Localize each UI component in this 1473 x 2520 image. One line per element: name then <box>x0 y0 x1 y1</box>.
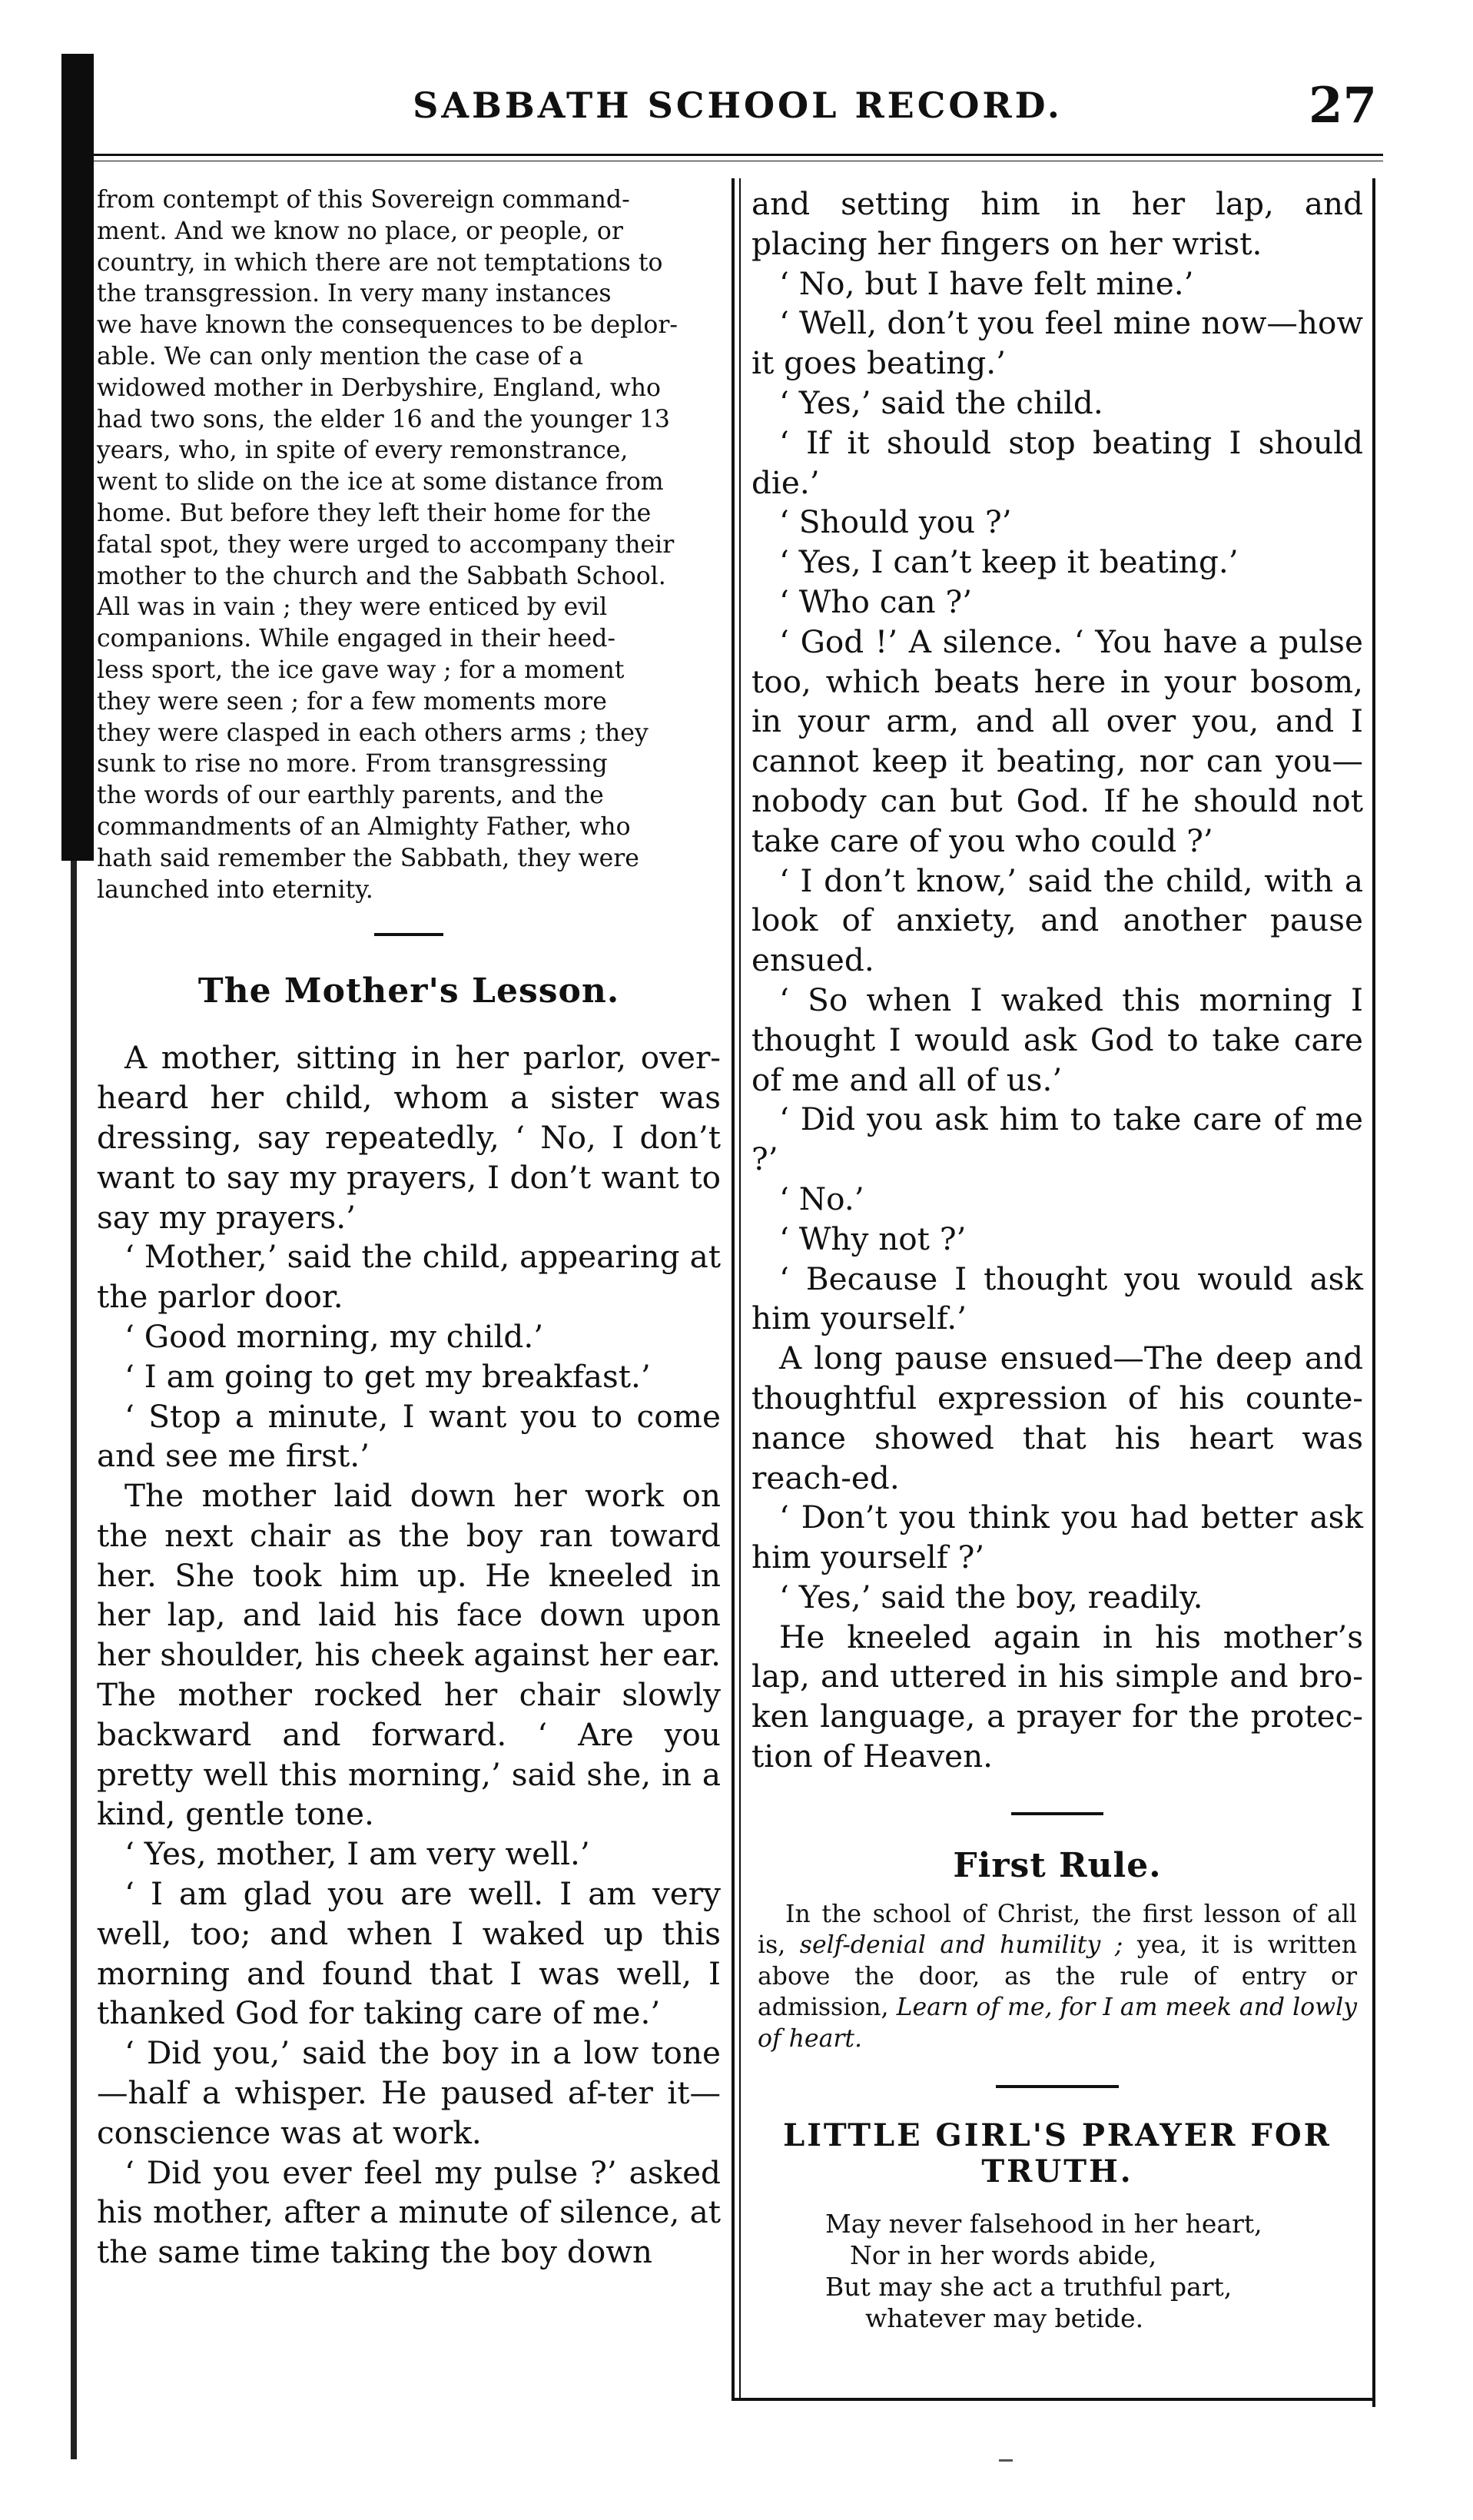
bottom-border <box>732 2398 1375 2401</box>
poem-title: LITTLE GIRL'S PRAYER FOR TRUTH. <box>783 2117 1332 2190</box>
intro-line: went to slide on the ice at some distance from <box>97 468 664 496</box>
intro-line: ment. And we know no place, or people, or <box>97 217 623 245</box>
poem-line: But may she act a truthful part, <box>825 2272 1232 2303</box>
intro-line: mother to the church and the Sabbath School. <box>97 562 666 590</box>
intro-line: country, in which there are not temptations to <box>97 248 663 277</box>
intro-line: companions. While engaged in their heed- <box>97 625 616 653</box>
poem-line: whatever may betide. <box>865 2303 1144 2334</box>
intro-line: less sport, the ice gave way ; for a moment <box>97 656 625 684</box>
intro-line: sunk to rise no more. From transgressing <box>97 750 608 779</box>
story-paragraph: ‘ So when I waked this morning I thought I would ask God to take care of me and all of us.’ <box>751 981 1363 1098</box>
intro-line: had two sons, the elder 16 and the younger 13 <box>97 405 670 433</box>
right-column <box>751 184 1363 2334</box>
story-paragraph: A long pause ensued—The deep and thoughtful expression of his counte-nance showed that his heart was reach-ed. <box>751 1340 1363 1496</box>
story-paragraph: ‘ Did you,’ said the boy in a low tone—half a whisper. He paused af-ter it—conscience was at work. <box>97 2034 721 2151</box>
story-paragraph: ‘ Yes, I can’t keep it beating.’ <box>779 543 1239 581</box>
story-paragraph: ‘ No, but I have felt mine.’ <box>779 264 1194 302</box>
intro-line: home. But before they left their home for the <box>97 499 652 527</box>
story-paragraph: A mother, sitting in her parlor, over-heard her child, whom a sister was dressing, say repeatedly, ‘ No, I don’t want to say my prayers, I don’t want to say my prayers.’ <box>97 1039 721 1236</box>
running-title: SABBATH SCHOOL RECORD. <box>413 85 1063 126</box>
first-rule-text-a: In the school of Christ, the first lesson of all is, <box>758 1900 1357 1960</box>
print-mark <box>999 2459 1013 2462</box>
intro-line: years, who, in spite of every remonstrance, <box>97 437 629 465</box>
story-paragraph: ‘ No.’ <box>779 1180 864 1217</box>
intro-line: hath said remember the Sabbath, they were <box>97 844 639 872</box>
story-paragraph: ‘ Did you ever feel my pulse ?’ asked his mother, after a minute of silence, at the same time taking the boy down <box>97 2153 721 2271</box>
page-number: 27 <box>1308 77 1377 134</box>
story-paragraph: ‘ Because I thought you would ask him yourself.’ <box>751 1260 1363 1337</box>
first-rule-title: First Rule. <box>953 1845 1162 1885</box>
story-paragraph: ‘ Yes,’ said the child. <box>779 383 1103 421</box>
story-paragraph: ‘ Stop a minute, I want you to come and see me first.’ <box>97 1397 721 1475</box>
intro-line: we have known the consequences to be deplor- <box>97 311 678 340</box>
intro-line: they were seen ; for a few moments more <box>97 687 607 715</box>
poem <box>751 2208 1363 2334</box>
intro-line: commandments of an Almighty Father, who <box>97 812 631 841</box>
story-paragraph: ‘ I am glad you are well. I am very well, too; and when I waked up this morning and found that I was well, I thanked God for taking care of me.’ <box>97 1875 721 2032</box>
header-rule <box>92 154 1383 161</box>
story-paragraph: ‘ Why not ?’ <box>779 1220 967 1257</box>
story-paragraph: ‘ Yes, mother, I am very well.’ <box>124 1835 590 1873</box>
intro-line: able. We can only mention the case of a <box>97 342 584 370</box>
intro-line: the transgression. In very many instances <box>97 280 612 308</box>
intro-line: the words of our earthly parents, and the <box>97 782 604 810</box>
binding-shadow <box>61 54 94 861</box>
story-paragraph: He kneeled again in his mother’s lap, and uttered in his simple and bro-ken language, a prayer for the protec-tion of Heaven. <box>751 1618 1363 1775</box>
section-divider <box>996 2085 1119 2088</box>
story-paragraph: ‘ I am going to get my breakfast.’ <box>124 1357 651 1395</box>
first-rule-italic-a: self-denial and humility ; <box>799 1931 1123 1960</box>
story-paragraph: ‘ If it should stop beating I should die.’ <box>751 423 1363 501</box>
right-border <box>1372 178 1375 2407</box>
binding-edge <box>71 861 77 2459</box>
intro-line: fatal spot, they were urged to accompany their <box>97 530 675 559</box>
story-paragraph: ‘ Yes,’ said the boy, readily. <box>779 1578 1203 1615</box>
intro-line: All was in vain ; they were enticed by evil <box>97 593 608 622</box>
first-rule-text <box>758 1899 1357 2055</box>
story-paragraph: The mother laid down her work on the next chair as the boy ran toward her. She took him up. He kneeled in her lap, and laid his face down upon her shoulder, his cheek against her ear. The mother rocked her chair slowly backward and forward. ‘ Are you pretty well this morning,’ said she, in a kind, gentle tone. <box>97 1477 721 1833</box>
story-paragraph: ‘ Who can ?’ <box>779 583 973 620</box>
story-paragraph: ‘ Well, don’t you feel mine now—how it goes beating.’ <box>751 304 1363 382</box>
left-column <box>97 184 721 2273</box>
story-paragraph: ‘ Should you ?’ <box>779 503 1012 541</box>
section-divider <box>1011 1812 1103 1815</box>
poem-line: May never falsehood in her heart, <box>825 2209 1262 2239</box>
section-divider <box>374 933 443 936</box>
intro-line: launched into eternity. <box>97 875 373 904</box>
column-divider-inner <box>739 178 741 2399</box>
first-rule-italic-b: Learn of me, for I am meek and lowly of heart. <box>758 1994 1357 2053</box>
column-divider <box>732 178 735 2399</box>
story-paragraph: ‘ Did you ask him to take care of me ?’ <box>751 1101 1363 1178</box>
intro-line: widowed mother in Derbyshire, England, who <box>97 374 661 402</box>
story-paragraph: ‘ Don’t you think you had better ask him yourself ?’ <box>751 1499 1363 1576</box>
intro-line: they were clasped in each others arms ; they <box>97 719 649 747</box>
story-paragraph: ‘ I don’t know,’ said the child, with a look of anxiety, and another pause ensued. <box>751 862 1363 979</box>
story-paragraph: ‘ Good morning, my child.’ <box>124 1317 544 1355</box>
story-paragraph: ‘ God !’ A silence. ‘ You have a pulse too, which beats here in your bosom, in your arm, and all over you, and I cannot keep it beating, nor can you—nobody can but God. If he should not take care of you who could ?’ <box>751 623 1363 859</box>
story-title: The Mother's Lesson. <box>197 971 620 1011</box>
intro-paragraph <box>97 184 721 905</box>
story-paragraph: ‘ Mother,’ said the child, appearing at the parlor door. <box>97 1238 721 1316</box>
poem-line: Nor in her words abide, <box>850 2240 1157 2271</box>
story-paragraph: and setting him in her lap, and placing her fingers on her wrist. <box>751 185 1363 262</box>
intro-line: from contempt of this Sovereign command- <box>97 186 630 214</box>
first-rule-text-b: yea, it is written above the door, as the rule of entry or admission, <box>758 1931 1358 2022</box>
page-header <box>92 77 1383 146</box>
